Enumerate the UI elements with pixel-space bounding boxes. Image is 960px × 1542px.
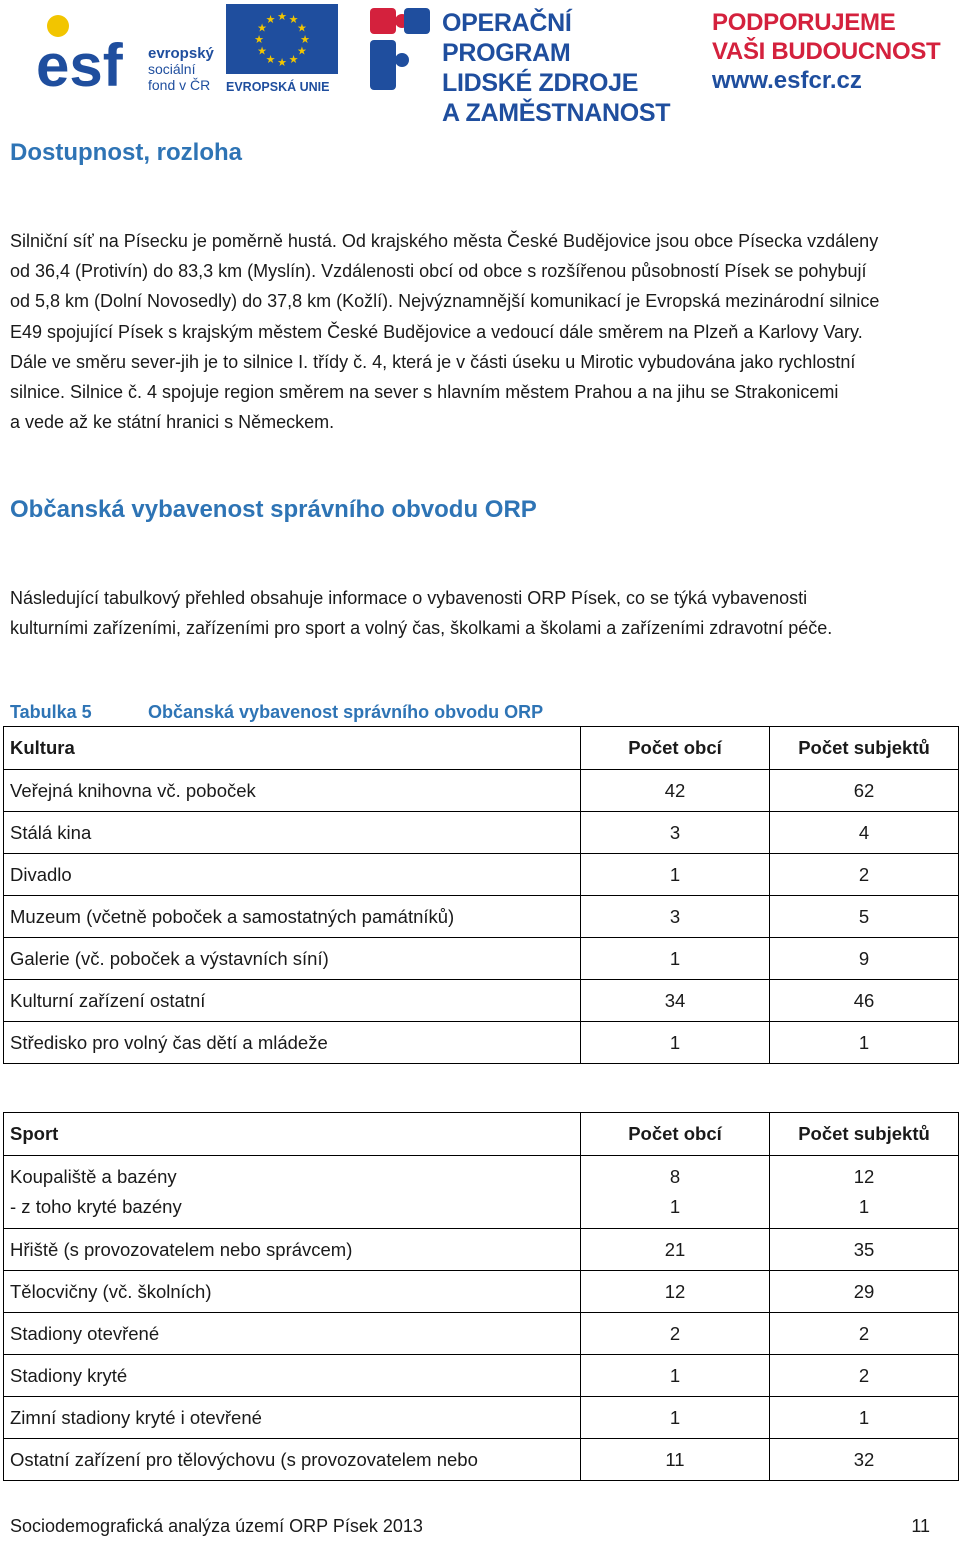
row-label-line: Koupaliště a bazény <box>10 1166 177 1187</box>
header-cell: Počet subjektů <box>770 1113 959 1156</box>
row-count-subjects: 4 <box>770 812 959 854</box>
paragraph-line: a vede až ke státní hranici s Německem. <box>10 412 335 433</box>
table-row-multiline <box>4 1156 959 1229</box>
eu-star-icon: ★ <box>257 21 268 35</box>
eu-star-icon: ★ <box>265 52 276 66</box>
op-line1: OPERAČNÍ PROGRAM <box>442 9 572 67</box>
paragraph-line: silnice. Silnice č. 4 spojuje region směrem na sever s hlavním městem Prahou a na jihu se Strakonicemi <box>10 382 839 403</box>
row-count-municipalities: 34 <box>581 980 770 1022</box>
eu-star-icon: ★ <box>277 56 287 69</box>
section1-paragraph <box>10 226 952 437</box>
table-row <box>4 1022 959 1064</box>
row-count-subjects: 46 <box>770 980 959 1022</box>
paragraph-line: od 5,8 km (Dolní Novosedly) do 37,8 km (Kožlí). Nejvýznamnější komunikací je Evropská mezinárodní silnice <box>10 291 880 312</box>
row-label: Stadiony otevřené <box>4 1313 581 1355</box>
eu-label: EVROPSKÁ UNIE <box>226 80 330 94</box>
eu-flag-logo <box>226 4 338 94</box>
paragraph-line: Silniční síť na Písecku je poměrně hustá. Od krajského města České Budějovice jsou obce Písecka vzdáleny <box>10 231 879 251</box>
row-count-municipalities: 1 <box>581 938 770 980</box>
header-cell: Počet obcí <box>581 727 770 770</box>
eu-star-icon: ★ <box>277 10 287 23</box>
row-count-municipalities: 42 <box>581 770 770 812</box>
row-count-municipalities: 1 <box>581 854 770 896</box>
header-cell: Počet subjektů <box>770 727 959 770</box>
header-logo-bar <box>0 0 960 127</box>
row-label: Muzeum (včetně poboček a samostatných památníků) <box>4 896 581 938</box>
svg-text:fond v ČR: fond v ČR <box>148 77 211 93</box>
row-count-municipalities: 11 <box>581 1439 770 1481</box>
paragraph-line: E49 spojující Písek s krajským městem České Budějovice a vedoucí dále směrem na Plzeň a Karlovy Vary. <box>10 321 863 342</box>
row-label <box>4 1156 581 1229</box>
table-header-row <box>4 1113 959 1156</box>
puzzle-icon <box>368 4 438 94</box>
row-count-municipalities: 3 <box>581 896 770 938</box>
table-row <box>4 980 959 1022</box>
op-logo <box>368 4 688 127</box>
section-heading-amenities: Občanská vybavenost správního obvodu ORP <box>10 496 537 523</box>
header-cell: Sport <box>4 1113 581 1156</box>
row-count-subjects: 9 <box>770 938 959 980</box>
slogan-block <box>712 8 957 96</box>
eu-star-icon: ★ <box>265 13 276 27</box>
row-count-municipalities: 1 <box>581 1397 770 1439</box>
row-label: Stálá kina <box>4 812 581 854</box>
slogan-url[interactable]: www.esfcr.cz <box>712 67 862 94</box>
svg-text:evropský: evropský <box>148 45 214 62</box>
slogan-line1: PODPORUJEME <box>712 9 896 36</box>
row-value: 1 <box>858 1196 870 1217</box>
section2-paragraph <box>10 583 952 643</box>
row-value: 12 <box>853 1166 875 1187</box>
row-label: Středisko pro volný čas dětí a mládeže <box>4 1022 581 1064</box>
row-count-subjects: 62 <box>770 770 959 812</box>
row-count-subjects: 2 <box>770 1313 959 1355</box>
eu-star-icon: ★ <box>257 44 268 58</box>
row-count-subjects: 5 <box>770 896 959 938</box>
row-label: Stadiony kryté <box>4 1355 581 1397</box>
paragraph-line: od 36,4 (Protivín) do 83,3 km (Myslín). Vzdálenosti obcí od obce s rozšířenou působností Písek se pohybují <box>10 261 867 282</box>
row-count-municipalities: 1 <box>581 1355 770 1397</box>
table-row <box>4 1439 959 1481</box>
row-count-municipalities: 3 <box>581 812 770 854</box>
op-line2: LIDSKÉ ZDROJE <box>442 69 639 97</box>
section-heading-accessibility: Dostupnost, rozloha <box>10 139 242 166</box>
row-label-line: - z toho kryté bazény <box>10 1196 182 1217</box>
eu-star-icon: ★ <box>296 21 307 35</box>
row-label: Veřejná knihovna vč. poboček <box>4 770 581 812</box>
esf-logo <box>36 6 216 94</box>
paragraph-line: Dále ve směru sever-jih je to silnice I. třídy č. 4, která je v části úseku u Mirotic vybudována jako rychlostní <box>10 351 856 372</box>
paragraph-line: Následující tabulkový přehled obsahuje informace o vybavenosti ORP Písek, co se týká vybavenosti <box>10 588 808 608</box>
row-count-municipalities: 2 <box>581 1313 770 1355</box>
row-label: Kulturní zařízení ostatní <box>4 980 581 1022</box>
table-caption <box>10 702 543 723</box>
slogan-line2: VAŠI BUDOUCNOST <box>712 38 941 65</box>
page-footer <box>10 1516 930 1537</box>
row-label: Hřiště (s provozovatelem nebo správcem) <box>4 1229 581 1271</box>
row-label: Galerie (vč. poboček a výstavních síní) <box>4 938 581 980</box>
table-row <box>4 812 959 854</box>
table-number: Tabulka 5 <box>10 702 92 722</box>
row-count-subjects: 1 <box>770 1022 959 1064</box>
row-value: 8 <box>669 1166 681 1187</box>
table-row <box>4 854 959 896</box>
table-header-row <box>4 727 959 770</box>
table-title: Občanská vybavenost správního obvodu ORP <box>148 702 544 722</box>
eu-star-icon: ★ <box>288 13 299 27</box>
eu-star-icon: ★ <box>296 44 307 58</box>
esf-letters: esf <box>36 32 123 94</box>
row-label: Tělocvičny (vč. školních) <box>4 1271 581 1313</box>
sport-table <box>3 1112 959 1481</box>
paragraph-line: kulturními zařízeními, zařízeními pro sport a volný čas, školkami a školami a zařízeními zdravotní péče. <box>10 618 833 639</box>
row-count-subjects: 2 <box>770 854 959 896</box>
footer-title: Sociodemografická analýza území ORP Písek 2013 <box>10 1516 423 1536</box>
table-row <box>4 1397 959 1439</box>
table-row <box>4 1271 959 1313</box>
eu-star-icon: ★ <box>254 33 264 46</box>
row-count-municipalities <box>581 1156 770 1229</box>
eu-star-icon: ★ <box>288 52 299 66</box>
page-number: 11 <box>911 1516 930 1536</box>
table-row <box>4 1313 959 1355</box>
row-value: 1 <box>669 1196 681 1217</box>
row-count-subjects: 2 <box>770 1355 959 1397</box>
header-cell: Kultura <box>4 727 581 770</box>
row-count-subjects: 35 <box>770 1229 959 1271</box>
row-count-subjects <box>770 1156 959 1229</box>
row-count-municipalities: 21 <box>581 1229 770 1271</box>
svg-text:sociální: sociální <box>148 61 196 77</box>
row-count-municipalities: 12 <box>581 1271 770 1313</box>
op-line3: A ZAMĚSTNANOST <box>442 99 671 127</box>
row-label: Zimní stadiony kryté i otevřené <box>4 1397 581 1439</box>
row-count-subjects: 32 <box>770 1439 959 1481</box>
table-row <box>4 1355 959 1397</box>
header-cell: Počet obcí <box>581 1113 770 1156</box>
row-count-subjects: 29 <box>770 1271 959 1313</box>
table-row <box>4 770 959 812</box>
row-count-municipalities: 1 <box>581 1022 770 1064</box>
table-row <box>4 1229 959 1271</box>
row-count-subjects: 1 <box>770 1397 959 1439</box>
table-row <box>4 938 959 980</box>
row-label: Divadlo <box>4 854 581 896</box>
culture-table <box>3 726 959 1064</box>
row-label: Ostatní zařízení pro tělovýchovu (s provozovatelem nebo <box>4 1439 581 1481</box>
table-row <box>4 896 959 938</box>
eu-star-icon: ★ <box>300 33 310 46</box>
